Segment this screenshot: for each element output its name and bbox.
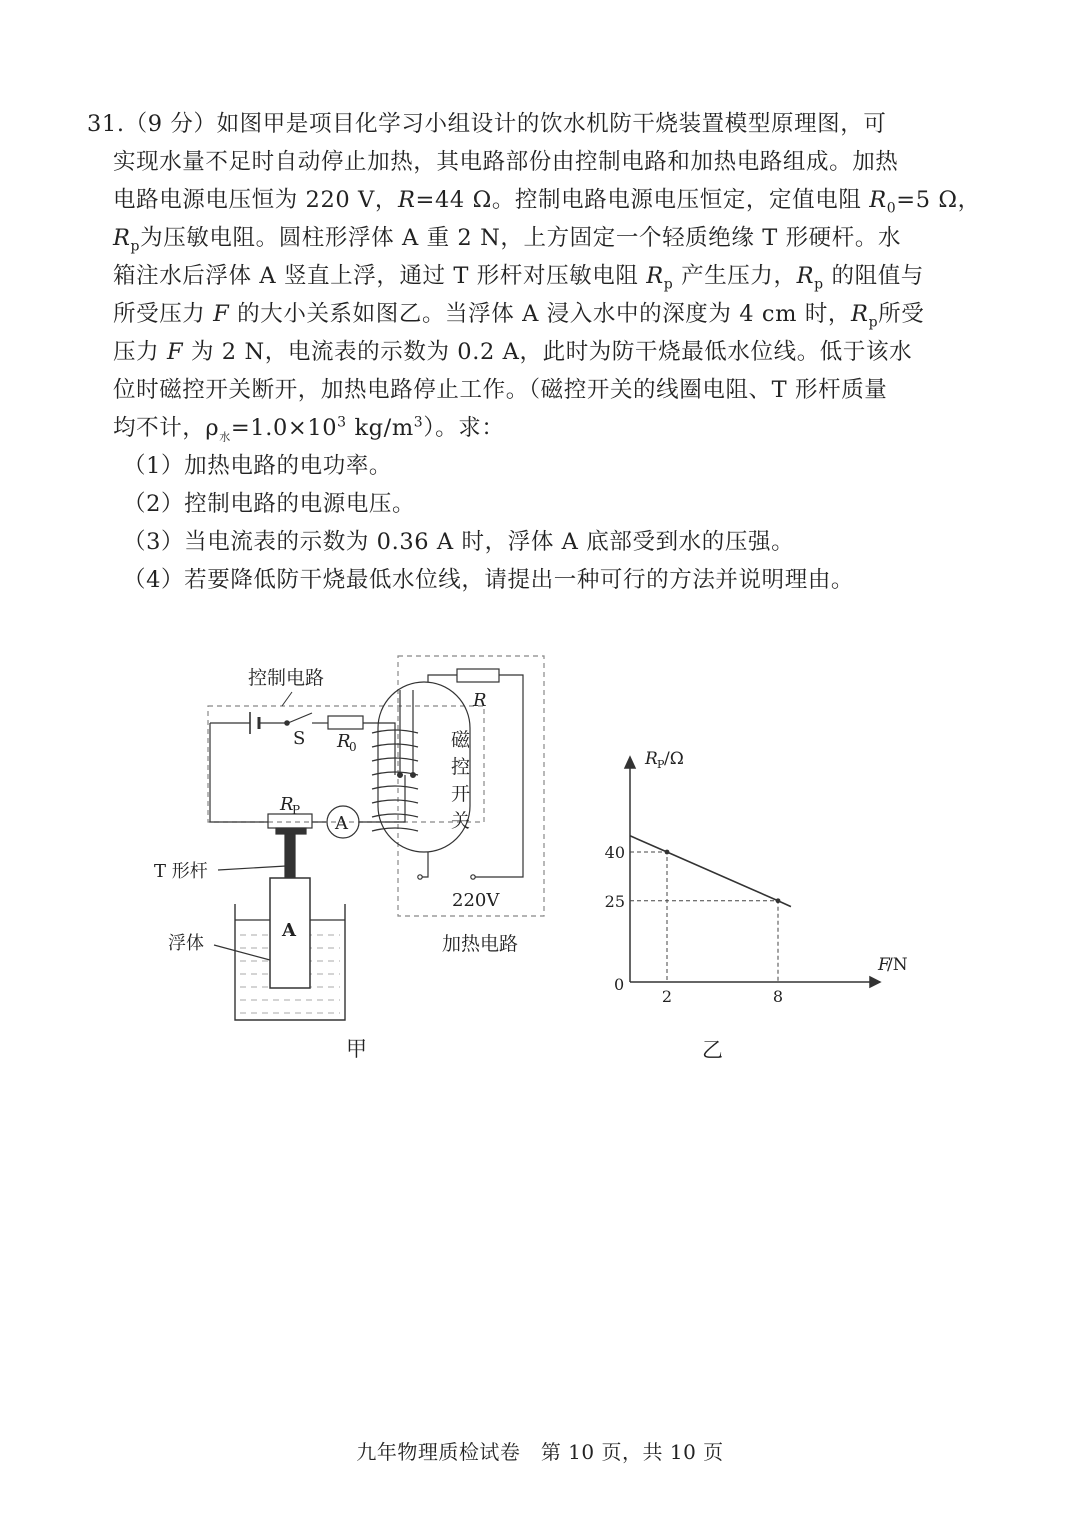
origin-label: 0 (614, 975, 625, 994)
question-line-4 (113, 225, 902, 255)
question-text: 均不计，ρ (113, 415, 220, 441)
y-tick-label: 25 (604, 891, 625, 911)
subscript-water: 水 (219, 430, 231, 444)
question-text: 为压敏电阻。圆柱形浮体 A 重 2 N，上方固定一个轻质绝缘 T 形硬杆。水 (140, 225, 902, 251)
label-magnet-3: 开 (451, 783, 471, 805)
question-text: 位时磁控开关断开，加热电路停止工作。（磁控开关的线圈电阻、T 形杆质量 (113, 377, 888, 403)
switch-icon (288, 713, 312, 723)
x-tick-label: 2 (661, 987, 673, 1006)
question-line-7 (113, 341, 912, 364)
guide-line (630, 852, 667, 982)
rp-f-chart (590, 740, 908, 1070)
question-line-1 (87, 113, 886, 136)
question-text: ）。求： (423, 415, 505, 441)
data-point (776, 898, 781, 903)
subscript-p: p (868, 314, 879, 331)
question-text: 为 2 N，电流表的示数为 0.2 A，此时为防干烧最低水位线。低于该水 (190, 339, 913, 365)
question-text: 的大小关系如图乙。当浮体 A 浸入水中的深度为 4 cm 时， (237, 301, 852, 327)
label-r: R (473, 690, 487, 711)
question-text: 实现水量不足时自动停止加热，其电路部份由控制电路和加热电路组成。加热 (113, 149, 899, 175)
label-r0: R (337, 731, 351, 752)
guide-line (630, 901, 778, 982)
superscript-3: 3 (413, 414, 424, 431)
y-tick-label: 40 (604, 843, 625, 862)
label-float: 浮体 (168, 933, 204, 954)
symbol-F: F (213, 301, 230, 327)
x-axis-unit: /N (887, 955, 908, 975)
question-line-3 (113, 187, 981, 217)
label-magnet-1: 磁 (451, 729, 471, 751)
symbol-Rp: R (796, 263, 815, 289)
question-number: 31. (87, 111, 125, 137)
question-text: =5 Ω， (896, 187, 981, 213)
y-axis-unit: /Ω (664, 749, 684, 769)
question-line-9 (113, 414, 505, 444)
x-tick-label: 8 (772, 987, 784, 1006)
resistor-r0-icon (328, 716, 363, 729)
question-score: （9 分） (124, 111, 217, 137)
question-text: 压力 (113, 339, 160, 365)
symbol-R: R (398, 187, 416, 213)
label-t-rod: T 形杆 (154, 861, 208, 882)
label-heating-circuit: 加热电路 (442, 933, 519, 955)
label-voltage: 220V (452, 890, 500, 911)
question-line-8 (113, 379, 887, 402)
question-text: 的阻值与 (831, 263, 924, 289)
superscript-3: 3 (337, 414, 347, 431)
symbol-F: F (166, 339, 184, 365)
label-r0-sub: 0 (349, 740, 357, 754)
x-axis-label: F (878, 955, 890, 975)
part-4: （4）若要降低防干烧最低水位线，请提出一种可行的方法并说明理由。 (123, 567, 855, 593)
label-rp: R (280, 794, 294, 815)
caption-yi: 乙 (702, 1038, 723, 1062)
circuit-diagram (140, 650, 560, 1061)
question-text: 电路电源电压恒为 220 V， (113, 187, 398, 213)
caption-jia: 甲 (346, 1037, 367, 1061)
resistor-r-icon (457, 669, 499, 682)
symbol-Rp: R (113, 225, 131, 251)
label-magnet-2: 控 (451, 756, 471, 778)
subscript-p: p (663, 276, 674, 293)
y-axis-label: R (645, 749, 658, 769)
label-magnet-4: 关 (451, 810, 471, 832)
question-text: 产生压力， (681, 263, 797, 289)
label-switch: S (293, 728, 306, 749)
symbol-R0: R (869, 187, 887, 213)
question-text: =44 Ω。控制电路电源电压恒定，定值电阻 (415, 187, 870, 213)
question-text: 如图甲是项目化学习小组设计的饮水机防干烧装置模型原理图，可 (216, 111, 887, 137)
subscript-p: p (130, 238, 141, 255)
y-axis-label-sub: P (657, 758, 665, 771)
question-line-2 (113, 151, 898, 174)
subscript-0: 0 (886, 200, 897, 217)
part-2: （2）控制电路的电源电压。 (123, 491, 416, 517)
part-3: （3）当电流表的示数为 0.36 A 时，浮体 A 底部受到水的压强。 (123, 529, 795, 555)
question-line-5 (113, 263, 924, 293)
page-footer: 九年物理质检试卷 第 10 页，共 10 页 (356, 1440, 724, 1464)
y-axis-arrow-icon (625, 757, 635, 768)
question-text: 所受压力 (113, 301, 206, 327)
symbol-Rp: R (646, 263, 664, 289)
question-text: kg/m (346, 415, 414, 441)
question-text: 所受 (878, 301, 925, 327)
series-line (630, 836, 791, 907)
label-control-circuit: 控制电路 (248, 667, 325, 689)
label-ammeter: A (335, 813, 348, 834)
resistor-rp-icon (268, 814, 312, 828)
subscript-p: p (814, 276, 824, 293)
question-line-6 (113, 301, 925, 331)
label-rp-sub: P (292, 803, 301, 817)
question-text: 箱注水后浮体 A 竖直上浮，通过 T 形杆对压敏电阻 (113, 263, 639, 289)
symbol-Rp: R (851, 301, 869, 327)
data-point (665, 850, 670, 855)
x-axis-arrow-icon (870, 977, 880, 987)
label-block-a: A (282, 920, 296, 941)
question-text: =1.0×10 (230, 415, 338, 441)
part-1: （1）加热电路的电功率。 (123, 453, 393, 479)
t-rod-icon (276, 828, 306, 834)
